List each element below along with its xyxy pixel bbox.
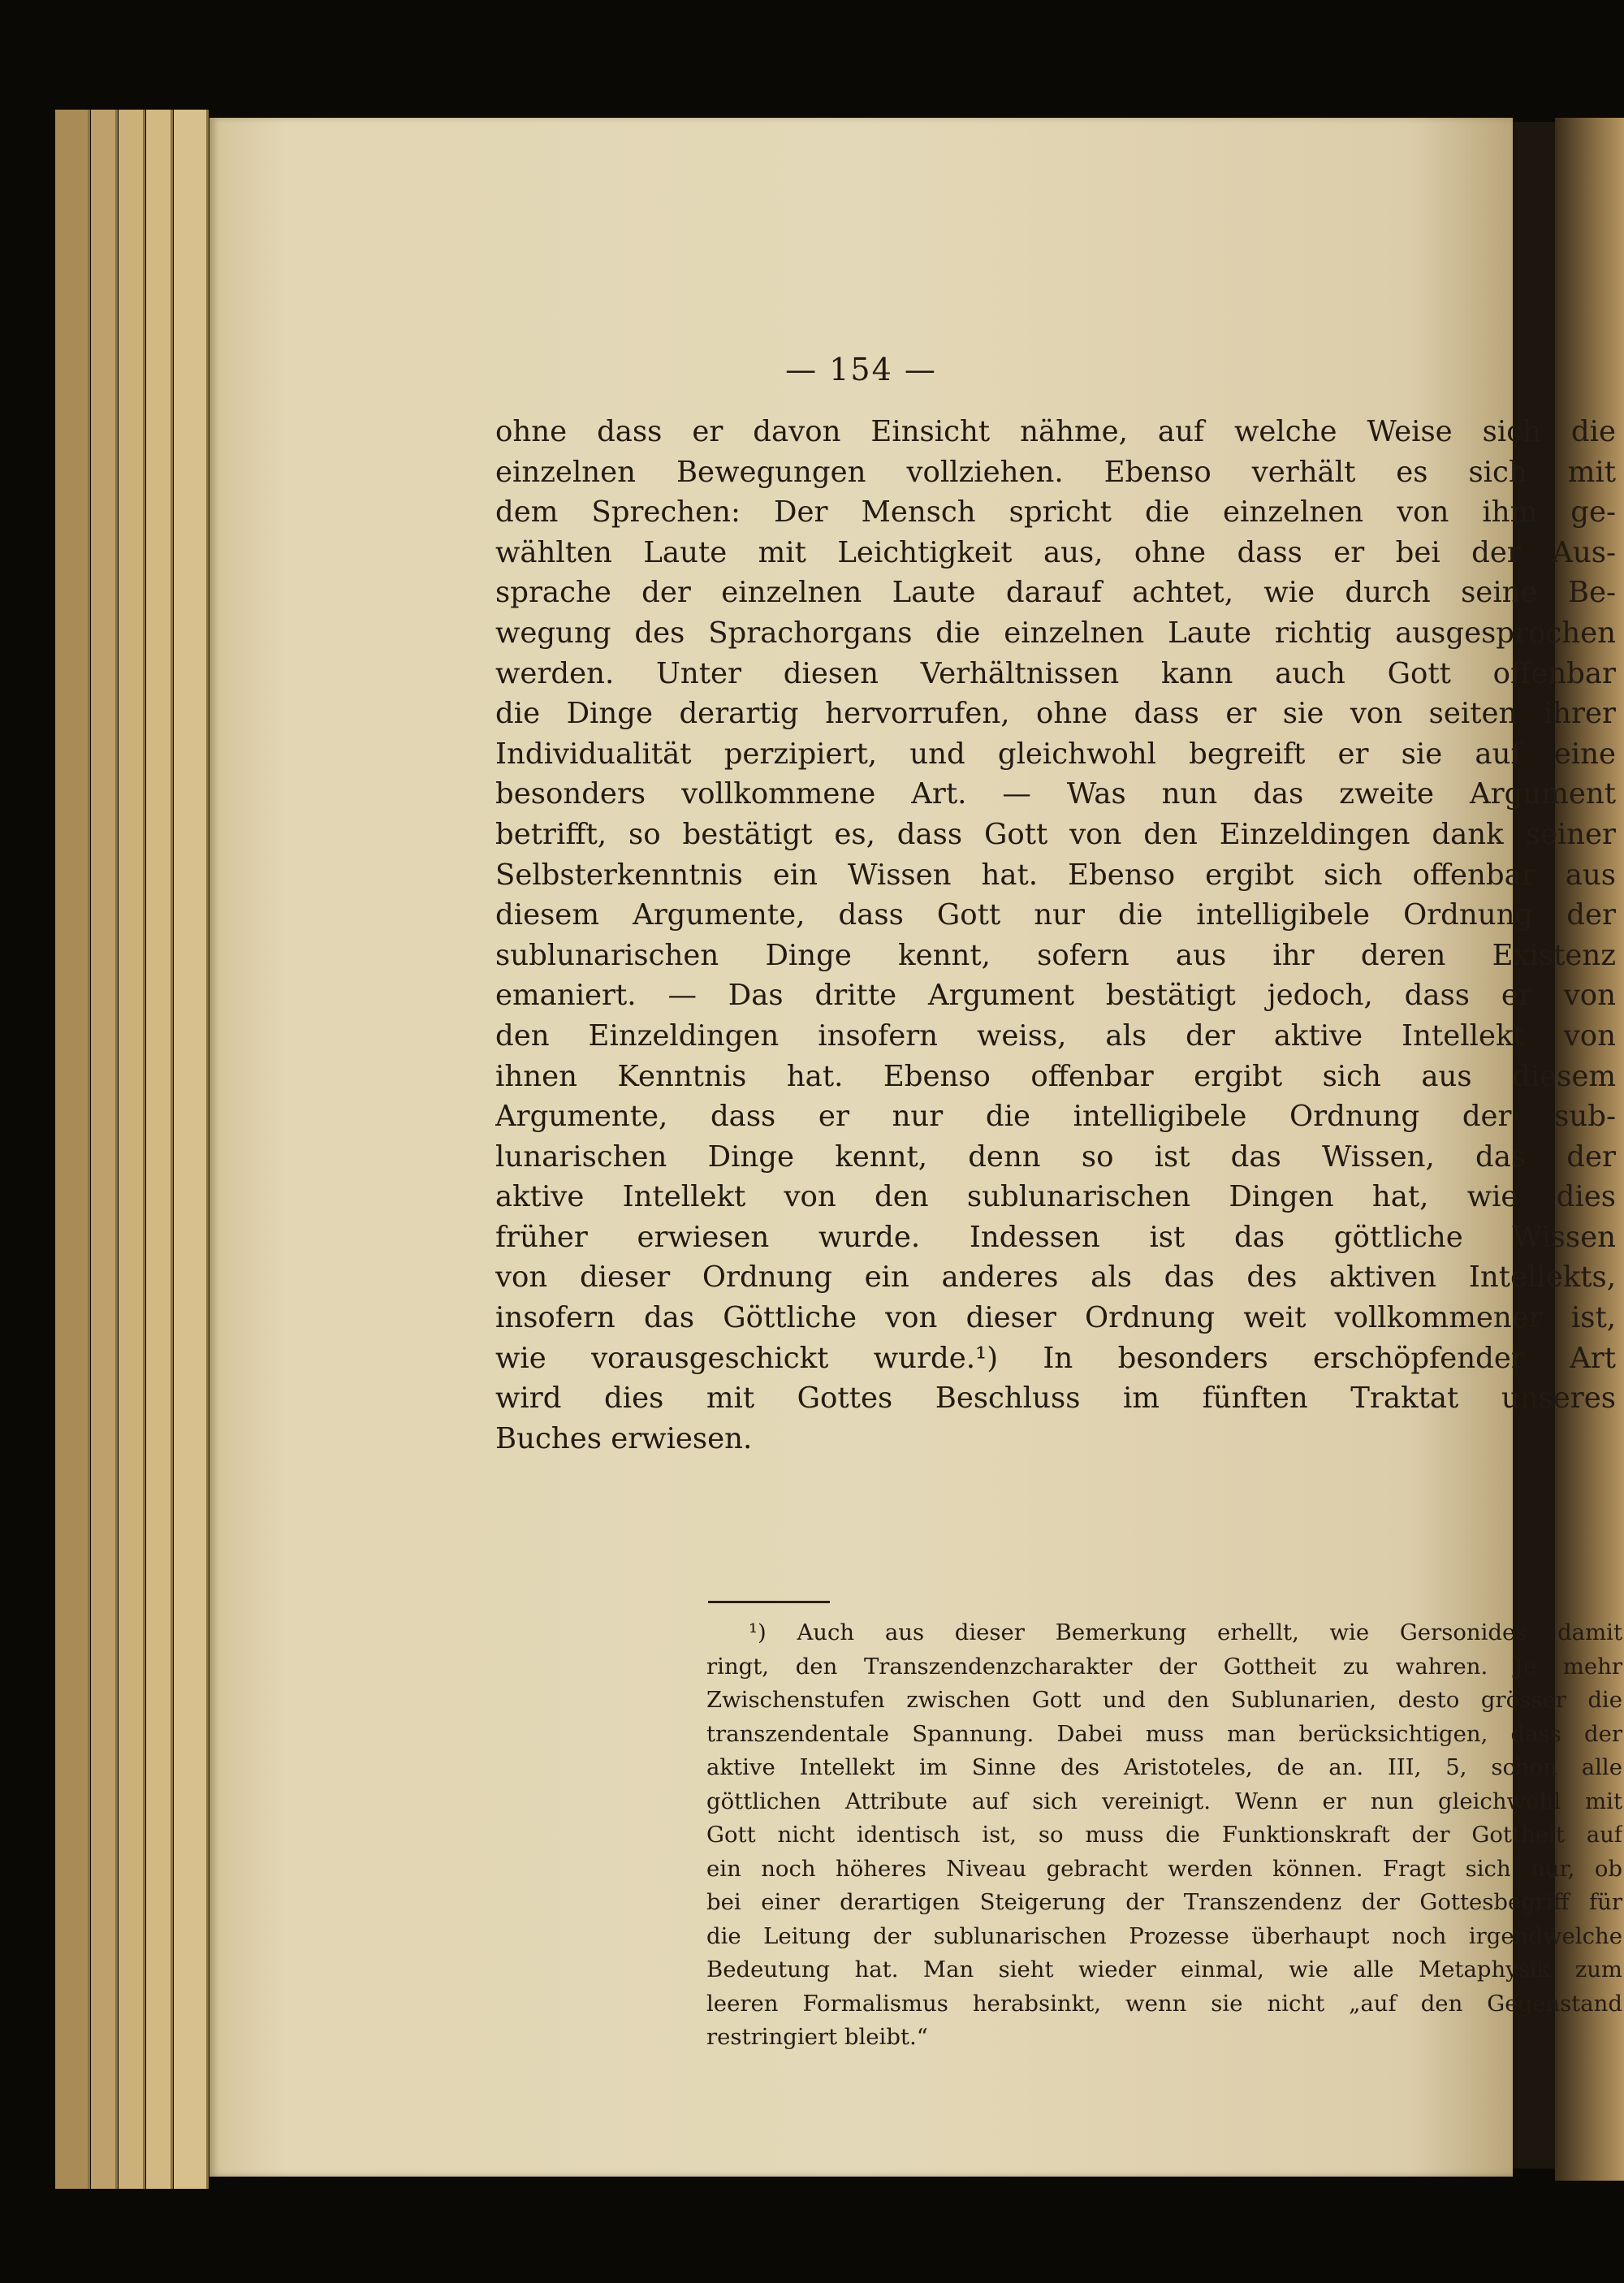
page-edge <box>119 110 145 2189</box>
footnote-line: Gott nicht identisch ist, so muss die Funktionskraft der Gottheit auf <box>706 1822 1622 1848</box>
page-edge <box>55 110 90 2189</box>
footnote-line: restringiert bleibt.“ <box>706 2024 928 2050</box>
footnote-line: ¹) Auch aus dieser Bemerkung erhellt, wie Gersonides damit <box>749 1619 1622 1645</box>
text-line: wird dies mit Gottes Beschluss im fünften Traktat unseres <box>495 1381 1616 1416</box>
footnote-line: göttlichen Attribute auf sich vereinigt. Wenn er nun gleichwohl mit <box>706 1788 1622 1814</box>
text-line: sublunarischen Dinge kennt, sofern aus ihr deren Existenz <box>495 938 1616 972</box>
text-line: ohne dass er davon Einsicht nähme, auf welche Weise sich die <box>495 415 1616 448</box>
text-line: einzelnen Bewegungen vollziehen. Ebenso verhält es sich mit <box>495 455 1616 489</box>
text-line: dem Sprechen: Der Mensch spricht die einzelnen von ihm ge- <box>495 495 1616 530</box>
text-line: Buches erwiesen. <box>495 1421 753 1455</box>
body-text <box>495 412 1616 1459</box>
text-line: Argumente, dass er nur die intelligibele Ordnung der sub- <box>495 1100 1616 1134</box>
text-line: aktive Intellekt von den sublunarischen Dingen hat, wie dies <box>495 1180 1616 1214</box>
footnote-line: transzendentale Spannung. Dabei muss man berücksichtigen, dass der <box>706 1720 1622 1747</box>
footnote-line: ein noch höheres Niveau gebracht werden können. Fragt sich nur, ob <box>706 1855 1622 1882</box>
text-line: besonders vollkommene Art. — Was nun das zweite Argument <box>495 777 1616 811</box>
text-line: von dieser Ordnung ein anderes als das des aktiven Intellekts, <box>495 1260 1616 1295</box>
text-line: insofern das Göttliche von dieser Ordnung weit vollkommener ist, <box>495 1301 1616 1335</box>
page-edge <box>91 110 118 2189</box>
text-line: emaniert. — Das dritte Argument bestätigt jedoch, dass er von <box>495 979 1616 1013</box>
footnote-line: leeren Formalismus herabsinkt, wenn sie nicht „auf den Gegenstand <box>706 1990 1622 2017</box>
text-line: wie vorausgeschickt wurde.¹) In besonders erschöpfender Art <box>495 1341 1616 1375</box>
footnote-line: Zwischenstufen zwischen Gott und den Sublunarien, desto grösser die <box>706 1687 1622 1713</box>
text-line: sprache der einzelnen Laute darauf achtet, wie durch seine Be- <box>495 576 1616 610</box>
text-line: Selbsterkenntnis ein Wissen hat. Ebenso ergibt sich offenbar aus <box>495 858 1616 892</box>
page-number: — 154 — <box>785 352 937 387</box>
text-line: die Dinge derartig hervorrufen, ohne dass er sie von seiten ihrer <box>495 697 1616 731</box>
footnote-line: ringt, den Transzendenzcharakter der Gottheit zu wahren. Je mehr <box>706 1653 1622 1680</box>
text-line: lunarischen Dinge kennt, denn so ist das Wissen, das der <box>495 1139 1616 1174</box>
text-line: früher erwiesen wurde. Indessen ist das göttliche Wissen <box>495 1220 1616 1254</box>
text-line: wählten Laute mit Leichtigkeit aus, ohne dass er bei der Aus- <box>495 535 1616 569</box>
text-line: Individualität perzipiert, und gleichwohl begreift er sie auf eine <box>495 737 1616 771</box>
footnote-line: die Leitung der sublunarischen Prozesse überhaupt noch irgendwelche <box>706 1922 1622 1949</box>
book-page <box>209 118 1622 2177</box>
text-line: diesem Argumente, dass Gott nur die intelligibele Ordnung der <box>495 898 1616 932</box>
text-line: den Einzeldingen insofern weiss, als der aktive Intellekt von <box>495 1018 1616 1053</box>
footnote <box>706 1616 1622 2055</box>
footnote-divider <box>708 1601 830 1603</box>
page-edge <box>174 110 209 2189</box>
text-line: werden. Unter diesen Verhältnissen kann auch Gott offenbar <box>495 656 1616 690</box>
text-line: wegung des Sprachorgans die einzelnen Laute richtig ausgesprochen <box>495 616 1616 650</box>
footnote-line: aktive Intellekt im Sinne des Aristoteles, de an. III, 5, schon alle <box>706 1754 1622 1780</box>
footnote-line: bei einer derartigen Steigerung der Transzendenz der Gottesbegriff für <box>706 1889 1622 1915</box>
page-edge <box>146 110 173 2189</box>
footnote-line: Bedeutung hat. Man sieht wieder einmal, wie alle Metaphysik zum <box>706 1957 1622 1982</box>
text-line: betrifft, so bestätigt es, dass Gott von den Einzeldingen dank seiner <box>495 817 1616 851</box>
text-line: ihnen Kenntnis hat. Ebenso offenbar ergibt sich aus diesem <box>495 1059 1616 1093</box>
